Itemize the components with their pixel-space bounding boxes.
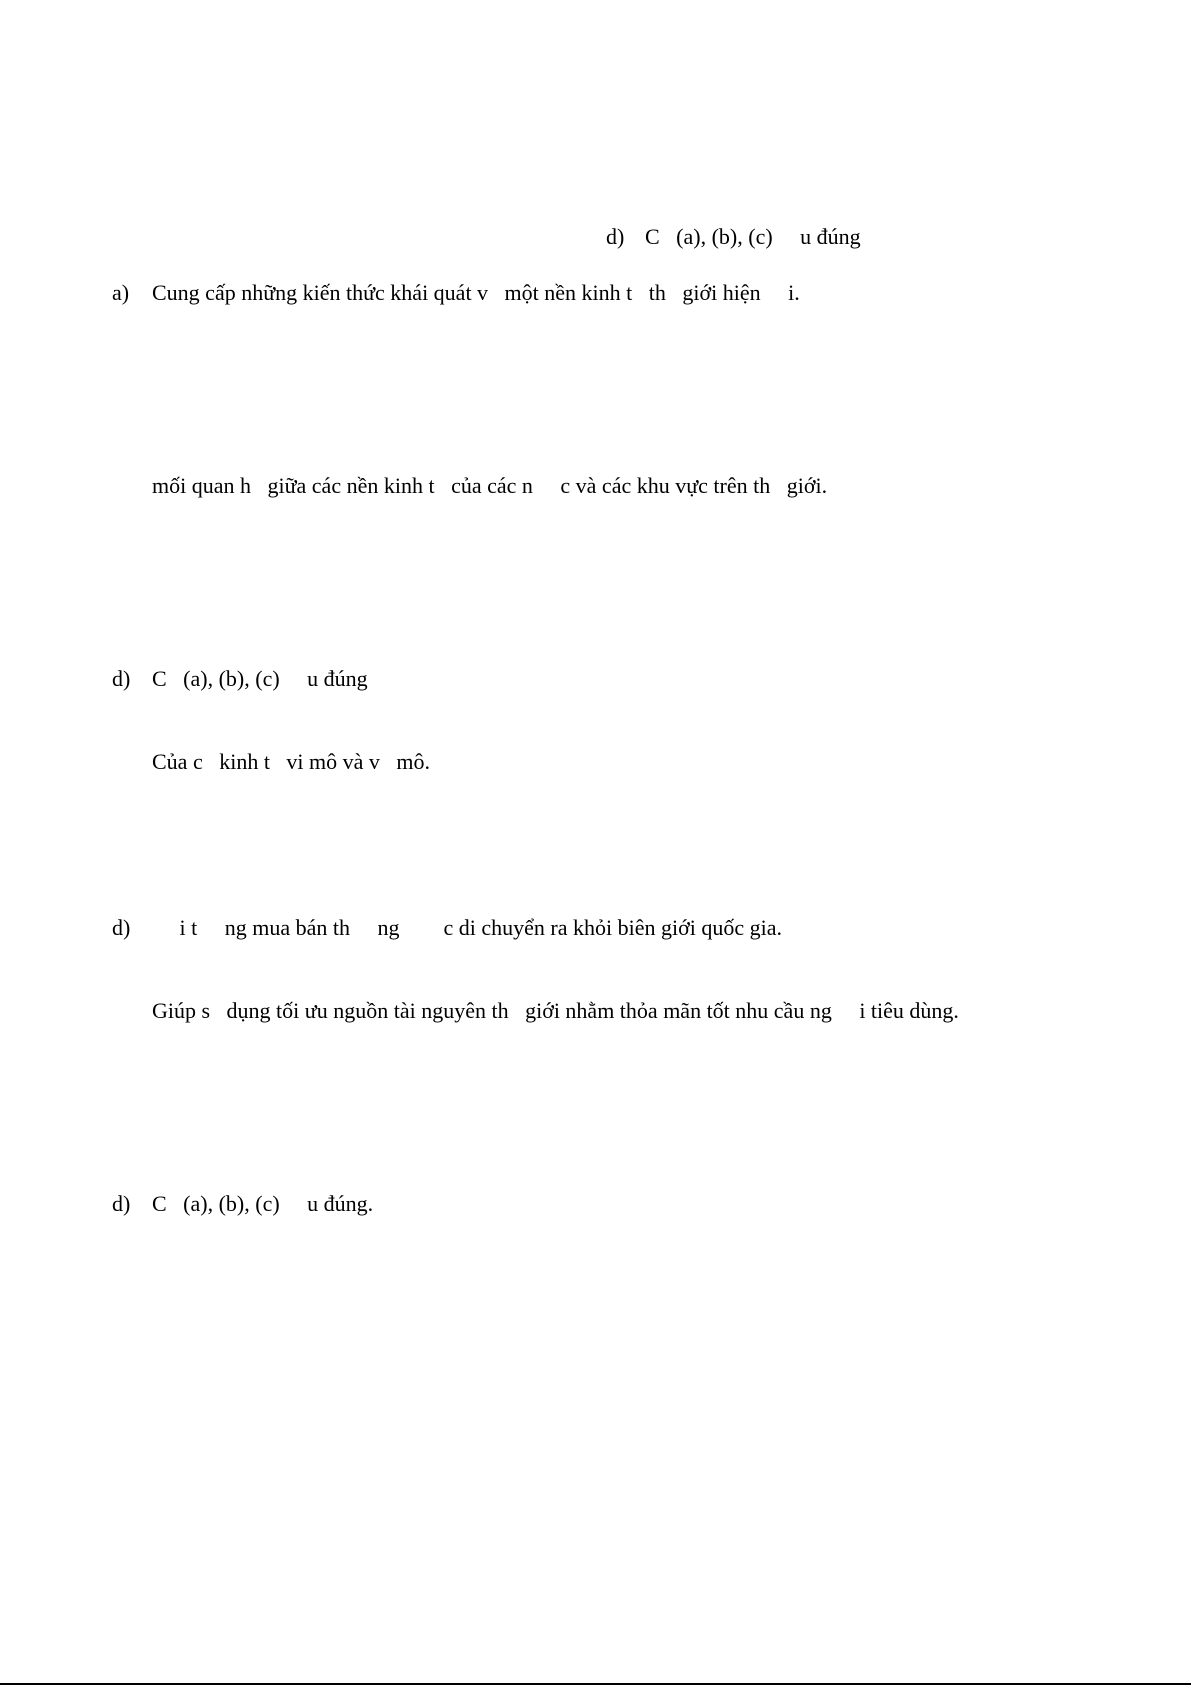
option-text: C (a), (b), (c) u đúng (645, 224, 861, 249)
option-marker: d) (606, 224, 625, 249)
option-text: C (a), (b), (c) u đúng (152, 666, 368, 691)
option-text: C (a), (b), (c) u đúng. (152, 1191, 374, 1216)
option-marker: a) (112, 280, 130, 305)
option-text: Cung cấp những kiến thức khái quát v một nền kinh t th giới hiện i. (152, 280, 800, 305)
body-text-line: Giúp s dụng tối ưu nguồn tài nguyên th giới nhằm thỏa mãn tốt nhu cầu ng i tiêu dùng. (152, 998, 959, 1023)
option-marker: d) (112, 915, 131, 940)
option-marker: d) (112, 666, 131, 691)
option-text: i t ng mua bán th ng c di chuyển ra khỏi biên giới quốc gia. (152, 915, 782, 940)
body-text-line: Của c kinh t vi mô và v mô. (152, 749, 431, 774)
body-text-line: mối quan h giữa các nền kinh t của các n c và các khu vực trên th giới. (152, 473, 828, 498)
option-marker: d) (112, 1191, 131, 1216)
